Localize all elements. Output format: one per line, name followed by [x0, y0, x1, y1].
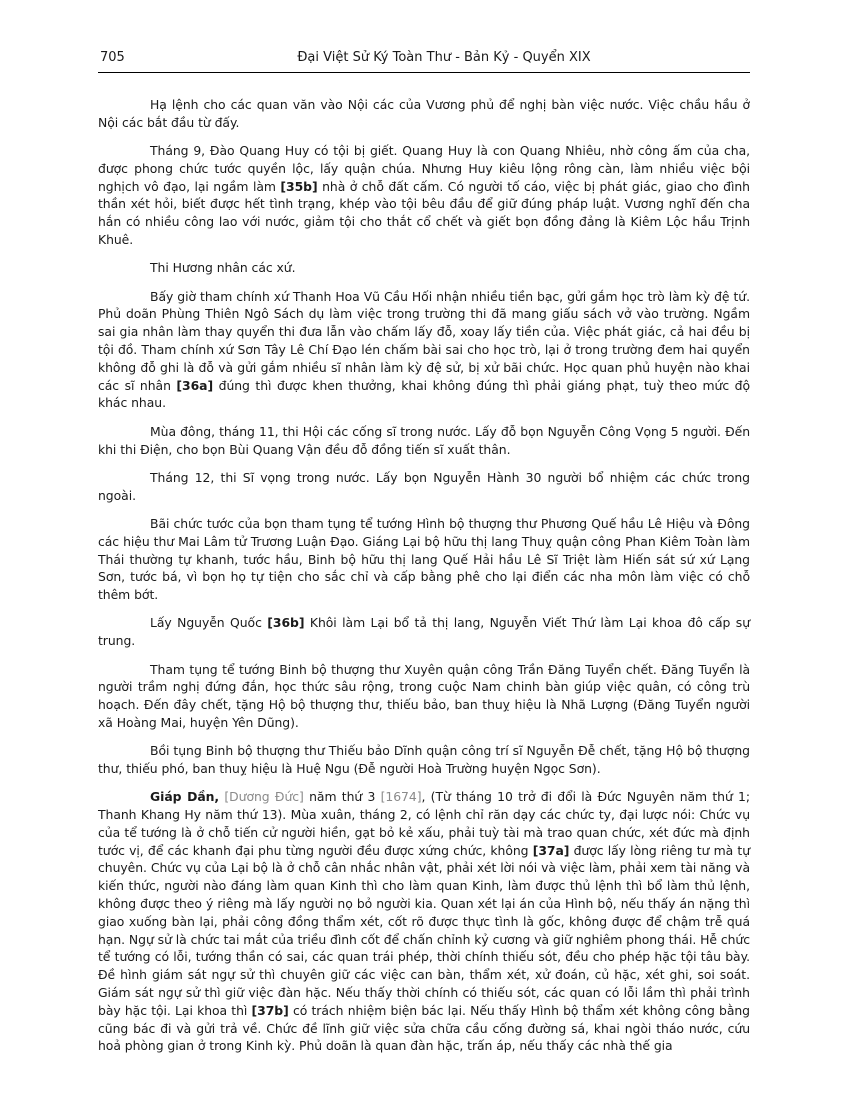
text-run: Tháng 9, Đào Quang Huy có tội bị giết. Quang Huy là con Quang Nhiêu, nhờ công ấm của cha, được phong chức tước quyền lộc, lấy quận chúa. Nhưng Huy kiêu lộng rông càn, làm nhiều việc bội nghịch vô đạo, lại ngầm làm: [98, 143, 750, 194]
text-run: Bãi chức tước của bọn tham tụng tể tướng Hình bộ thượng thư Phương Quế hầu Lê Hiệu và Đông các hiệu thư Mai Lâm tử Trương Luận Đạo. Giáng Lại bộ hữu thị lang Thuỵ quận công Phan Kiêm Toàn làm Thái thường tự khanh, tước hầu, Binh bộ hữu thị lang Quế Hải hầu Lê Sĩ Triệt làm Hiến sát sứ xứ Lạng Sơn, tước bá, vì bọn họ tự tiện cho sắc chỉ và cấp bằng phê cho lại điển các nha môn làm việc có chỗ thêm bớt.: [98, 515, 750, 603]
bracketed-note: [Dương Đức]: [224, 789, 304, 805]
paragraph: [98, 614, 750, 650]
paragraph: [98, 288, 750, 413]
text-run: được lấy lòng riêng tư mà tự chuyên. Chức vụ của Lại bộ là ở chỗ cân nhắc nhân vật, phải xét lời nói và việc làm, phải xem tài năng và kiến thức, người nào đáng làm quan Kinh thì cho làm quan Kinh, làm được thủ lệnh thì bổ làm thủ lệnh, không được theo ý riêng mà lấy người nọ bỏ người kia. Quan xét lại án của Hình bộ, nếu thấy án nặng thì giao xuống bàn lại, phải công đồng thẩm xét, cốt rõ được thực tình là gốc, không được để chậm trễ quá hạn. Ngự sử là chức tai mắt của triều đình cốt để chấn chỉnh kỷ cương và giữ nghiêm phong thái. Hễ chức tể tướng có lỗi, tướng thần có sai, các quan trái phép, thời chính thiếu sót, đều cho phép hặc tội tâu bày. Đề hình giám sát ngự sử thì chuyên giữ các việc can bàn, thẩm xét, xử đoán, củ hặc, xét ghi, soi soát. Giám sát ngự sử thì giữ việc đàn hặc. Nếu thấy thời chính có thiếu sót, các quan có lỗi lầm thì phải trình bày hặc tội. Lại khoa thì: [98, 842, 750, 1018]
paragraph: [98, 259, 750, 277]
paragraph: [98, 661, 750, 732]
paragraph: [98, 96, 750, 132]
text-run: Thi Hương nhân các xứ.: [150, 260, 296, 276]
text-run: có trách nhiệm biện bác lại. Nếu thấy Hình bộ thẩm xét không công bằng cũng bác đi và gửi trả về. Chức đề lĩnh giữ việc sửa chữa cầu cống đường sá, khai ngòi tháo nước, cứu hoả phòng gian ở trong Kinh kỳ. Phủ doãn là quan đàn hặc, trấn áp, nếu thấy các nhà thế gia: [98, 1002, 751, 1054]
text-run: Lấy Nguyễn Quốc: [150, 615, 268, 631]
text-run: , (Từ tháng 10 trở đi đổi là Đức Nguyên năm thứ 1; Thanh Khang Hy năm thứ 13). Mùa xuân, tháng 2, có lệnh chỉ răn dạy các chức ty, đại lược nói: Chức vụ của tể tướng là ở chỗ tiến cử người hiền, gạt bỏ kẻ xấu, phải tuỳ tài mà trao quan chức, xét đức mà định tước vị, để các khanh đại phu từng người đều được xứng chức, không: [98, 789, 751, 858]
paragraph: [98, 423, 750, 459]
text-run: Tháng 12, thi Sĩ vọng trong nước. Lấy bọn Nguyễn Hành 30 người bổ nhiệm các chức trong ngoài.: [98, 469, 750, 503]
text-run: Tham tụng tể tướng Binh bộ thượng thư Xuyên quận công Trần Đăng Tuyển chết. Đăng Tuyển là người trầm nghị đứng đắn, học thức sâu rộng, trong cuộc Nam chinh bàn giúp việc quân, có công trù hoạch. Đến đây chết, tặng Hộ bộ thượng thư, thiếu bảo, ban thuỵ hiệu là Nhã Lượng (Đăng Tuyển người xã Hoàng Mai, huyện Yên Dũng).: [98, 661, 750, 730]
page-body: [98, 96, 750, 1066]
paragraph: [98, 142, 750, 249]
text-run: Khôi làm Lại bổ tả thị lang, Nguyễn Viết Thứ làm Lại khoa đô cấp sự trung.: [98, 615, 750, 649]
paragraph: [98, 515, 750, 604]
text-run: Bấy giờ tham chính xứ Thanh Hoa Vũ Cầu Hối nhận nhiều tiền bạc, gửi gắm học trò làm kỳ đệ tứ. Phủ doãn Phùng Thiên Ngô Sách dụ làm việc trong trường thi đã mang giấu sách vở vào trường. Ngầm sai gia nhân làm thay quyển thi đưa lẫn vào chấm lấy đỗ, xoay lấy tiền của. Việc phát giác, cả hai đều bị tội đồ. Tham chính xứ Sơn Tây Lê Chí Đạo lén chấm bài sai cho học trò, lại ở trong trường đem hai quyển không đỗ ghi là đỗ và gửi gắm nhiều sĩ nhân làm kỳ đệ sử, bị xử bãi chức. Học quan phủ huyện nào khai các sĩ nhân: [98, 288, 750, 393]
folio-marker: [36b]: [267, 615, 305, 631]
text-run: Hạ lệnh cho các quan văn vào Nội các của Vương phủ để nghị bàn việc nước. Việc chầu hầu ở Nội các bắt đầu từ đấy.: [98, 97, 750, 130]
paragraph: [98, 469, 750, 505]
running-title: Đại Việt Sử Ký Toàn Thư - Bản Kỷ - Quyển XIX: [297, 50, 591, 65]
text-run: nhà ở chỗ đất cấm. Có người tố cáo, việc bị phát giác, giao cho đình thần xét hỏi, biết được hết tình trạng, khép vào tội bêu đầu để giữ đúng pháp luật. Vương nghĩ đến cha hắn có nhiều công lao với nước, giảm tội cho thắt cổ chết và giết bọn đồng đảng là Kiêm Lộc hầu Trịnh Khuê.: [98, 178, 750, 248]
folio-marker: [37b]: [251, 1002, 289, 1018]
text-run: đúng thì được khen thưởng, khai không đúng thì phải giáng phạt, tuỳ theo mức độ khác nhau.: [98, 377, 751, 411]
folio-marker: [35b]: [280, 178, 318, 194]
text-run: Mùa đông, tháng 11, thi Hội các cống sĩ trong nước. Lấy đỗ bọn Nguyễn Công Vọng 5 người. Đến khi thi Điện, cho bọn Bùi Quang Vận đều đỗ đồng tiến sĩ xuất thân.: [98, 423, 750, 457]
folio-marker: [36a]: [176, 377, 214, 393]
page-header: [98, 50, 750, 73]
paragraph: [98, 788, 750, 1055]
text-run: Bồi tụng Binh bộ thượng thư Thiếu bảo Dĩnh quận công trí sĩ Nguyễn Đễ chết, tặng Hộ bộ thượng thư, thiếu phó, ban thuỵ hiệu là Huệ Ngu (Đễ người Hoà Trường huyện Ngọc Sơn).: [98, 743, 750, 776]
text-run: năm thứ 3: [303, 789, 381, 805]
paragraph: [98, 742, 750, 778]
folio-marker: [37a]: [532, 842, 570, 858]
page-number: 705: [100, 50, 125, 65]
folio-marker: Giáp Dần,: [150, 789, 220, 805]
bracketed-note: [1674]: [380, 789, 422, 805]
